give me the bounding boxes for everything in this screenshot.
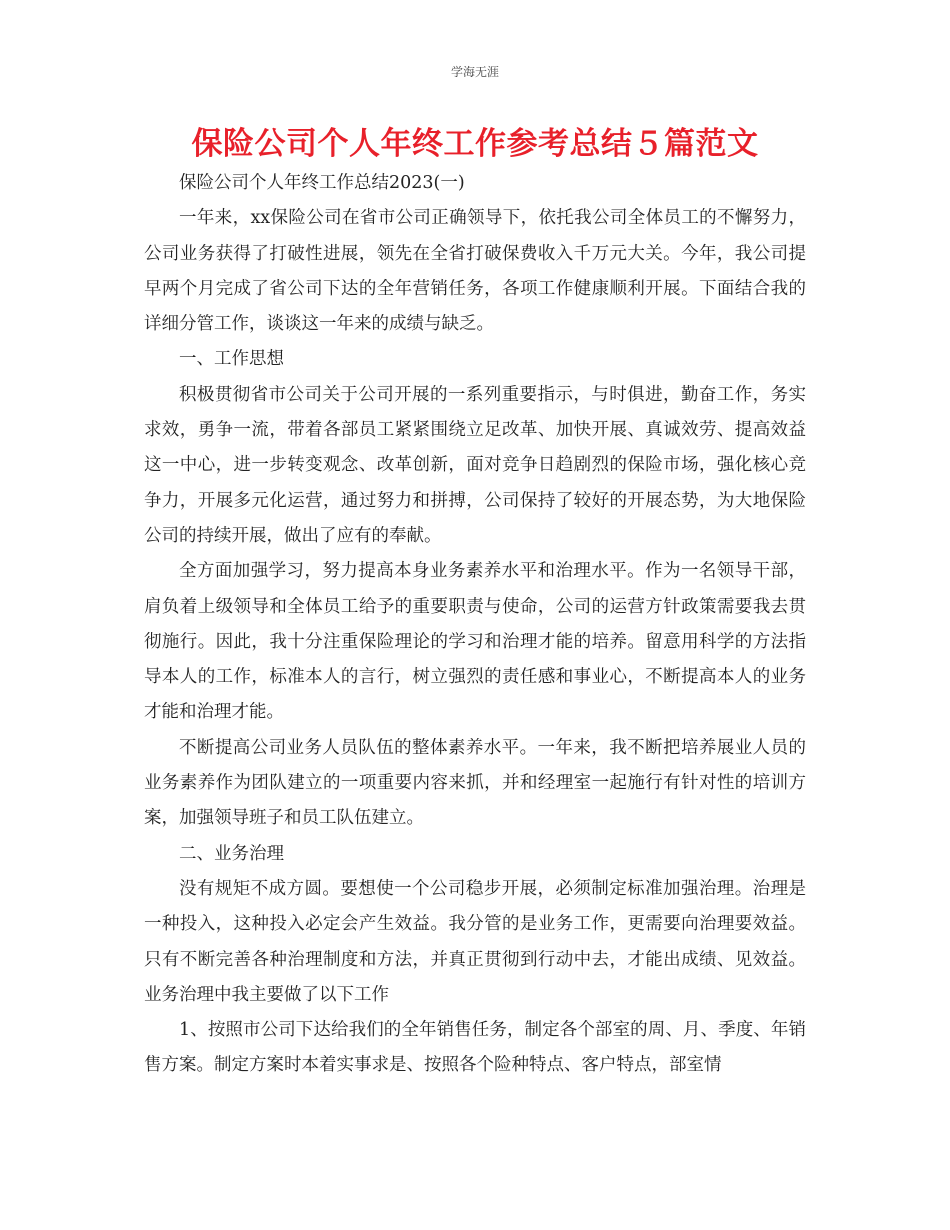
document-title: 保险公司个人年终工作参考总结５篇范文 [191,126,759,162]
page-header: 学海无涯 [450,65,499,79]
body-paragraph: 不断提高公司业务人员队伍的整体素养水平。一年来，我不断把培养展业人员的业务素养作为团队建立的一项重要内容来抓，并和经理室一起施行有针对性的培训方案，加强领导班子和员工队伍建立。 [144,737,806,829]
body-paragraph: 全方面加强学习，努力提高本身业务素养水平和治理水平。作为一名领导干部，肩负着上级领导和全体员工给予的重要职责与使命，公司的运营方针政策需要我去贯彻施行。因此，我十分注重保险理论的学习和治理才能的培养。留意用科学的方法指导本人的工作，标准本人的言行，树立强烈的责任感和事业心，不断提高本人的业务才能和治理才能。 [144,561,806,723]
document-body [144,166,806,1084]
body-paragraph: 保险公司个人年终工作总结2023(一) [179,173,465,193]
body-paragraph: 1、按照市公司下达给我们的全年销售任务，制定各个部室的周、月、季度、年销售方案。制定方案时本着实事求是、按照各个险种特点、客户特点，部室情 [144,1020,806,1076]
body-paragraph: 没有规矩不成方圆。要想使一个公司稳步开展，必须制定标准加强治理。治理是一种投入，这种投入必定会产生效益。我分管的是业务工作，更需要向治理要效益。只有不断完善各种治理制度和方法，并真正贯彻到行动中去，才能出成绩、见效益。业务治理中我主要做了以下工作 [144,878,806,1005]
body-paragraph: 一年来，xx保险公司在省市公司正确领导下，依托我公司全体员工的不懈努力，公司业务获得了打破性进展，领先在全省打破保费收入千万元大关。今年，我公司提早两个月完成了省公司下达的全年营销任务，各项工作健康顺利开展。下面结合我的详细分管工作，谈谈这一年来的成绩与缺乏。 [144,208,806,335]
body-paragraph: 一、工作思想 [179,349,284,370]
body-paragraph: 二、业务治理 [179,843,284,864]
body-paragraph: 积极贯彻省市公司关于公司开展的一系列重要指示，与时俱进，勤奋工作，务实求效，勇争一流，带着各部员工紧紧围绕立足改革、加快开展、真诚效劳、提高效益这一中心，进一步转变观念、改革创新，面对竞争日趋剧烈的保险市场，强化核心竞争力，开展多元化运营，通过努力和拼搏，公司保持了较好的开展态势，为大地保险公司的持续开展，做出了应有的奉献。 [144,384,806,546]
